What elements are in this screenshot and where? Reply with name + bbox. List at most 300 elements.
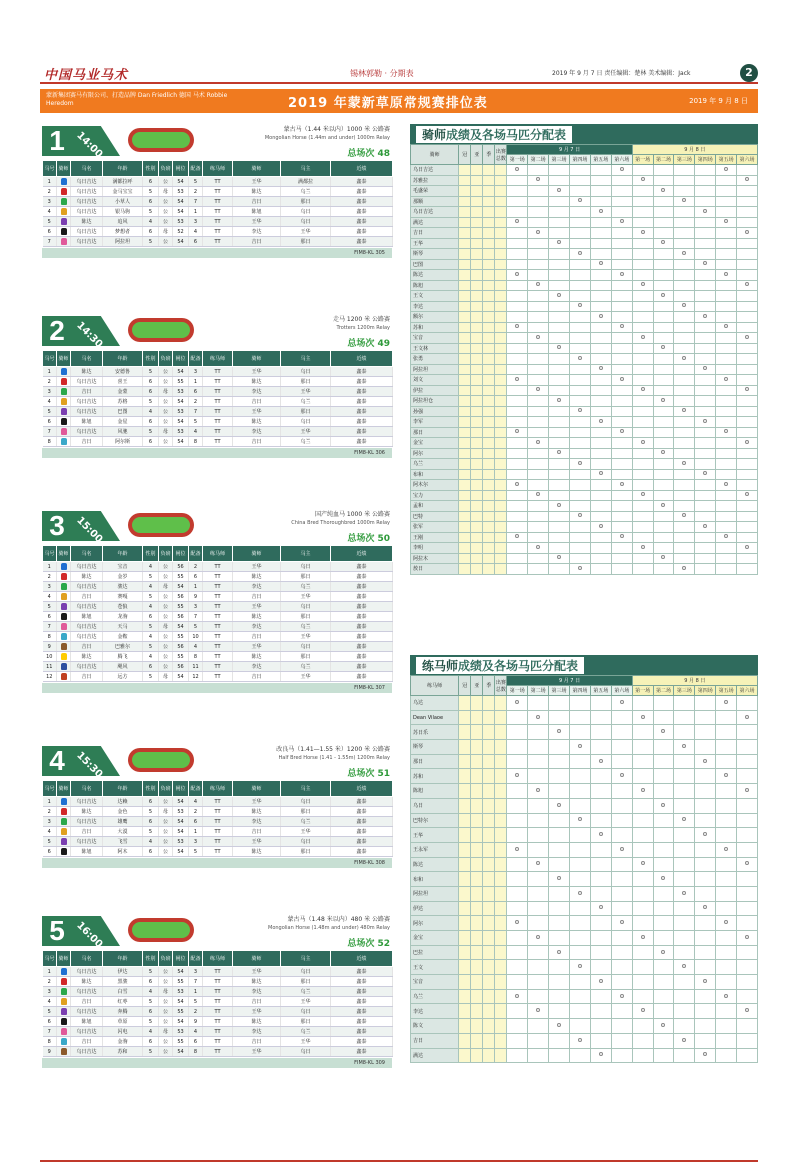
entry-cell: 鑫泰 [331,1027,393,1037]
entry-cell: 王华 [281,387,331,397]
table-row[interactable] [411,960,758,975]
stat-cell [495,238,507,249]
assignment-cell [653,532,674,543]
assignment-cell [590,228,611,239]
table-row[interactable] [411,385,758,396]
assignment-cell [653,165,674,176]
table-row[interactable] [411,872,758,887]
horse-number: 2 [43,377,57,387]
race-description [276,746,390,762]
person-name: 那日 [411,754,459,769]
assignment-cell [737,396,758,407]
entry-cell: TT [203,1017,233,1027]
assignment-marker [578,513,582,517]
stat-cell [459,842,471,857]
assignment-cell [570,886,591,901]
stat-cell [471,406,483,417]
entry-cell: 陈达 [71,977,103,987]
table-row[interactable] [411,396,758,407]
day1-header: 9 月 7 日 [507,676,632,686]
assignment-cell [737,322,758,333]
stat-cell [459,396,471,407]
entry-cell: 李达 [233,1027,281,1037]
assignment-cell [570,438,591,449]
table-row[interactable] [411,165,758,176]
stat-cell [459,490,471,501]
table-row[interactable] [43,427,393,437]
assignment-cell [528,511,549,522]
table-row[interactable] [43,1017,393,1027]
table-row[interactable] [411,522,758,533]
entry-cell: 4 [143,407,159,417]
table-row[interactable] [43,177,393,187]
table-row[interactable] [43,387,393,397]
table-row[interactable] [43,562,393,572]
entry-cell: 那日 [281,807,331,817]
assignment-cell [674,1004,695,1019]
page-number: 2 [740,64,758,82]
assignment-cell [570,312,591,323]
table-row[interactable] [411,280,758,291]
table-row[interactable] [411,490,758,501]
entry-cell: TT [203,187,233,197]
horse-number: 8 [43,1037,57,1047]
table-row[interactable] [43,227,393,237]
table-row[interactable] [411,228,758,239]
horse-number: 6 [43,227,57,237]
assignment-cell [653,448,674,459]
assignment-cell [507,322,528,333]
table-row[interactable] [411,406,758,417]
table-row[interactable] [43,582,393,592]
assignment-marker [641,715,645,719]
stat-cell [483,249,495,260]
horse-number: 8 [43,632,57,642]
entry-cell: TT [203,817,233,827]
assignment-cell [528,175,549,186]
assignment-cell [549,196,570,207]
assignment-cell [590,960,611,975]
silk-icon [57,377,71,387]
column-header: 近绩 [331,781,393,797]
stat-cell [483,931,495,946]
assignment-cell [507,1048,528,1063]
entry-cell: 6 [189,572,203,582]
entry-cell: 7 [189,977,203,987]
assignment-marker [620,377,624,381]
table-row[interactable] [411,259,758,270]
assignment-cell [632,754,653,769]
table-row[interactable] [411,1048,758,1063]
table-row[interactable] [43,217,393,227]
table-row[interactable] [411,312,758,323]
table-row[interactable] [411,333,758,344]
person-name: 阿拉坦仓 [411,396,459,407]
assignment-cell [737,364,758,375]
table-row[interactable] [411,886,758,901]
horse-number: 6 [43,847,57,857]
assignment-marker [620,272,624,276]
stat-cell [483,901,495,916]
assignment-marker [599,979,603,983]
table-row[interactable] [43,1007,393,1017]
assignment-cell [674,989,695,1004]
table-row[interactable] [411,1033,758,1048]
entry-cell: 公 [159,977,173,987]
entry-cell: 那日 [281,572,331,582]
table-row[interactable] [411,532,758,543]
table-row[interactable] [411,945,758,960]
entry-cell: 1 [189,987,203,997]
entry-cell: 54 [173,672,189,682]
stat-cell [483,459,495,470]
assignment-cell [716,945,737,960]
assignment-cell [695,1033,716,1048]
stat-cell [459,354,471,365]
assignment-cell [737,469,758,480]
stat-cell [459,725,471,740]
table-row[interactable] [43,847,393,857]
assignment-cell [632,564,653,575]
table-row[interactable] [411,175,758,186]
stat-cell [459,322,471,333]
entry-cell: TT [203,197,233,207]
assignment-cell [716,280,737,291]
assignment-cell [549,696,570,711]
table-row[interactable] [411,710,758,725]
assignment-cell [716,960,737,975]
assignment-cell [674,186,695,197]
table-row[interactable] [43,662,393,672]
table-row[interactable] [43,837,393,847]
entry-cell: 6 [143,1037,159,1047]
table-row[interactable] [43,642,393,652]
table-row[interactable] [43,417,393,427]
table-row[interactable] [43,987,393,997]
assignment-cell [507,280,528,291]
table-row[interactable] [411,842,758,857]
table-row[interactable] [411,459,758,470]
assignment-cell [737,754,758,769]
assignment-cell [611,901,632,916]
assignment-cell [737,259,758,270]
table-row[interactable] [411,754,758,769]
assignment-cell [611,1048,632,1063]
table-row[interactable] [411,301,758,312]
assignment-cell [716,249,737,260]
assignment-cell [716,343,737,354]
stat-cell [459,916,471,931]
assignment-cell [590,396,611,407]
table-row[interactable] [43,977,393,987]
table-row[interactable] [411,931,758,946]
assignment-cell [695,1048,716,1063]
entry-cell: 乌兰 [281,817,331,827]
assignment-cell [716,842,737,857]
assignment-marker [724,847,728,851]
table-row[interactable] [43,997,393,1007]
entry-cell: 53 [173,217,189,227]
entry-cell: 公 [159,1037,173,1047]
table-row[interactable] [411,186,758,197]
silk-icon [57,1007,71,1017]
assignment-cell [716,501,737,512]
person-name: 王华 [411,828,459,843]
assignment-cell [611,175,632,186]
table-row[interactable] [411,1004,758,1019]
table-row[interactable] [411,553,758,564]
horse-number: 5 [43,407,57,417]
table-row[interactable] [411,238,758,249]
horse-number: 1 [43,967,57,977]
person-name: 布和 [411,872,459,887]
table-row[interactable] [411,543,758,554]
table-row[interactable] [411,438,758,449]
assignment-cell [590,270,611,281]
assignment-cell [507,228,528,239]
stat-cell [471,291,483,302]
race-col-header: 第六场 [737,686,758,696]
column-header: 马主 [281,351,331,367]
table-row[interactable] [411,857,758,872]
assignment-cell [737,725,758,740]
assignment-cell [674,901,695,916]
table-row[interactable] [411,322,758,333]
assignment-marker [557,240,561,244]
assignment-marker [557,398,561,402]
race-col-header: 第三场 [549,155,570,165]
horse-number: 11 [43,662,57,672]
table-row[interactable] [411,901,758,916]
table-row[interactable] [411,480,758,491]
table-row[interactable] [411,740,758,755]
table-row[interactable] [43,572,393,582]
table-row[interactable] [411,469,758,480]
assignment-marker [536,1008,540,1012]
assignment-cell [674,916,695,931]
assignment-marker [641,1008,645,1012]
column-header: 性别 [143,351,159,367]
assignment-marker [703,524,707,528]
table-row[interactable] [411,511,758,522]
column-header: 练马师 [203,351,233,367]
entry-cell: 陈达 [233,807,281,817]
table-row[interactable] [411,354,758,365]
assignment-marker [599,261,603,265]
stat-cell [483,196,495,207]
assignment-cell [653,740,674,755]
assignment-cell [590,886,611,901]
silk-icon [57,1027,71,1037]
table-row[interactable] [43,622,393,632]
table-row[interactable] [43,367,393,377]
table-row[interactable] [43,672,393,682]
stat-cell [459,480,471,491]
assignment-cell [611,196,632,207]
assignment-cell [590,784,611,799]
assignment-cell [611,1019,632,1034]
table-row[interactable] [411,270,758,281]
table-row[interactable] [411,813,758,828]
assignment-cell [653,842,674,857]
assignment-marker [578,964,582,968]
table-row[interactable] [411,448,758,459]
entry-cell: 6 [143,977,159,987]
assignment-cell [528,406,549,417]
assignment-cell [549,553,570,564]
table-row[interactable] [43,377,393,387]
assignment-cell [528,238,549,249]
assignment-cell [590,291,611,302]
table-row[interactable] [411,217,758,228]
assignment-cell [716,696,737,711]
entry-cell: TT [203,407,233,417]
table-row[interactable] [411,501,758,512]
race-desc-cn: 国产纯血马 1000 米 公路赛 [315,511,390,518]
assignment-cell [674,259,695,270]
assignment-cell [507,207,528,218]
table-row[interactable] [411,769,758,784]
table-row[interactable] [43,817,393,827]
table-row[interactable] [411,828,758,843]
table-row[interactable] [411,798,758,813]
race-desc-en: China Bred Thoroughbred 1000m Relay [291,520,390,526]
assignment-cell [632,989,653,1004]
assignment-marker [620,773,624,777]
entry-cell: 5 [143,1047,159,1057]
person-name: 王文林 [411,343,459,354]
table-row[interactable] [43,197,393,207]
assignment-cell [716,490,737,501]
assignment-cell [695,511,716,522]
person-name: 孙强 [411,406,459,417]
stat-header: 季 [483,145,495,165]
table-row[interactable] [43,1037,393,1047]
assignment-cell [695,459,716,470]
table-row[interactable] [43,187,393,197]
assignment-cell [528,448,549,459]
column-header: 近绩 [331,161,393,177]
assignment-marker [745,545,749,549]
stat-cell [459,406,471,417]
table-row[interactable] [411,916,758,931]
table-row[interactable] [411,696,758,711]
race-time: 14:00 [74,130,105,161]
table-row[interactable] [43,632,393,642]
entry-cell: 吉日 [233,197,281,207]
table-row[interactable] [43,652,393,662]
table-row[interactable] [411,784,758,799]
entry-cell: 12 [189,672,203,682]
table-row[interactable] [43,602,393,612]
assignment-cell [653,249,674,260]
table-row[interactable] [43,237,393,247]
person-name: 阿拉坦 [411,364,459,375]
assignment-cell [590,1033,611,1048]
entry-cell: 王华 [233,602,281,612]
silk-icon [57,1037,71,1047]
table-row[interactable] [43,397,393,407]
entry-cell: TT [203,437,233,447]
assignment-cell [611,989,632,1004]
table-row[interactable] [43,827,393,837]
table-row[interactable] [43,1047,393,1057]
table-row[interactable] [43,437,393,447]
entry-cell: 母 [159,187,173,197]
entry-cell: 公 [159,967,173,977]
table-row[interactable] [411,975,758,990]
table-row[interactable] [411,725,758,740]
table-row[interactable] [411,207,758,218]
assignment-cell [611,228,632,239]
table-row[interactable] [411,375,758,386]
table-row[interactable] [411,417,758,428]
stat-cell [471,448,483,459]
assignment-cell [716,872,737,887]
assignment-marker [703,1052,707,1056]
race-code: FIM8-KL 309 [354,1060,385,1066]
assignment-marker [599,209,603,213]
table-row[interactable] [411,291,758,302]
entry-cell: TT [203,827,233,837]
table-row[interactable] [43,807,393,817]
horse-number: 10 [43,652,57,662]
assignment-cell [549,828,570,843]
table-row[interactable] [411,427,758,438]
table-row[interactable] [43,797,393,807]
assignment-cell [549,417,570,428]
entry-cell: 追风 [103,217,143,227]
stat-cell [483,543,495,554]
entry-cell: 伊达 [103,967,143,977]
stat-cell [483,438,495,449]
table-row[interactable] [411,989,758,1004]
table-row[interactable] [43,1027,393,1037]
assignment-cell [737,710,758,725]
table-row[interactable] [411,343,758,354]
table-row[interactable] [411,564,758,575]
table-row[interactable] [43,612,393,622]
assignment-cell [570,354,591,365]
table-row[interactable] [43,592,393,602]
assignment-cell [632,301,653,312]
assignment-cell [653,725,674,740]
panel-title-main: 骑师 [422,128,447,142]
column-header: 骑师 [233,351,281,367]
stat-cell [459,1033,471,1048]
assignment-cell [549,945,570,960]
table-row[interactable] [411,249,758,260]
table-row[interactable] [411,1019,758,1034]
table-row[interactable] [43,207,393,217]
entry-cell: 吉日 [71,827,103,837]
table-row[interactable] [43,967,393,977]
person-name: 陈文 [411,1019,459,1034]
assignment-marker [515,324,519,328]
assignment-cell [507,553,528,564]
assignment-marker [724,482,728,486]
table-row[interactable] [411,364,758,375]
table-row[interactable] [43,407,393,417]
assignment-cell [507,427,528,438]
assignment-cell [611,480,632,491]
stat-cell [459,417,471,428]
assignment-marker [536,440,540,444]
stat-cell [483,417,495,428]
table-row[interactable] [411,196,758,207]
stat-cell [483,396,495,407]
entry-cell: 5 [189,847,203,857]
